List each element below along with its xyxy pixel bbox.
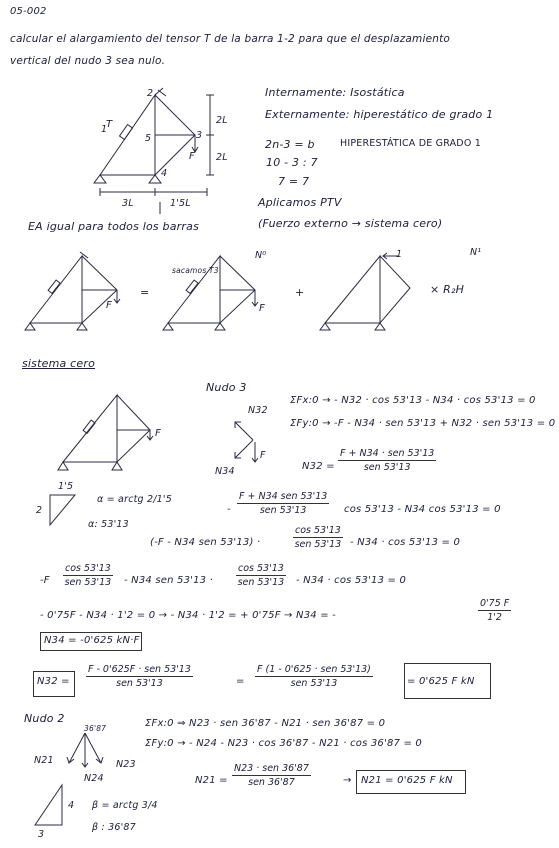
n32b-fraction xyxy=(86,664,193,689)
fbd3-n34: N34 xyxy=(215,466,235,477)
alpha-tri-2: 2 xyxy=(36,505,43,516)
sistema-cero-truss xyxy=(55,392,165,477)
equation-2n-3: 2n-3 = b xyxy=(265,138,315,151)
nudo-2-title: Nudo 2 xyxy=(24,712,65,725)
n32c-fraction xyxy=(255,664,373,689)
hyperstatic-note: HIPERESTÁTICA DE GRADO 1 xyxy=(340,138,481,149)
beta-triangle xyxy=(30,780,70,830)
sub2-left: (-F - N34 sen 53'13) · xyxy=(150,537,261,548)
sub3-fraction-1 xyxy=(63,563,113,588)
sub2-numerator: cos 53'13 xyxy=(295,525,341,536)
label-n1: N¹ xyxy=(470,247,482,258)
dim-2l-top: 2L xyxy=(216,115,228,126)
ea-note: EA igual para todos los barras xyxy=(28,220,199,233)
nudo3-sum-fx: ΣFx:0 → - N32 · cos 53'13 - N34 · cos 53'13 = 0 xyxy=(290,395,536,406)
nudo3-sum-fy: ΣFy:0 → -F - N34 · sen 53'13 + N32 · sen 53'13 = 0 xyxy=(290,418,556,429)
equation-10-3: 10 - 3 : 7 xyxy=(266,156,318,169)
n32-numerator: F + N34 · sen 53'13 xyxy=(340,448,435,459)
alpha-triangle xyxy=(45,490,85,530)
node-label-1: 1 xyxy=(101,124,108,135)
dim-2l-bottom: 2L xyxy=(216,152,228,163)
n32b-denominator: sen 53'13 xyxy=(116,678,163,689)
sub1-fraction xyxy=(237,491,329,516)
beta-tri-3: 3 xyxy=(38,829,45,840)
equals-sign: = xyxy=(140,286,150,299)
tensor-label: T xyxy=(106,119,113,130)
alpha-value: α: 53'13 xyxy=(88,519,129,530)
exercise-code: 05-002 xyxy=(10,6,47,17)
alpha-definition: α = arctg 2/1'5 xyxy=(97,494,172,505)
sub3-denominator-1: sen 53'13 xyxy=(64,577,112,588)
n32-final-lhs: N32 = xyxy=(37,676,70,687)
fbd2-n21: N21 xyxy=(34,755,54,766)
n21-denominator: sen 36'87 xyxy=(248,777,295,788)
sistema-cero-force: F xyxy=(155,428,161,439)
fbd3-f: F xyxy=(260,450,266,461)
n32-denominator: sen 53'13 xyxy=(363,462,411,473)
beta-definition: β = arctg 3/4 xyxy=(92,800,158,811)
sub3-rest: - N34 · cos 53'13 = 0 xyxy=(296,575,407,586)
result-n34: N34 = -0'625 kN·F xyxy=(44,635,140,646)
sub3-left: -F xyxy=(40,575,50,586)
alpha-tri-1-5: 1'5 xyxy=(58,481,74,492)
nudo2-free-body-diagram xyxy=(55,725,115,780)
n21-lhs: N21 = xyxy=(195,775,228,786)
superposition-force-1: F xyxy=(106,300,112,311)
dim-3l: 3L xyxy=(122,198,134,209)
dim-1-5l: 1'5L xyxy=(170,198,191,209)
node-label-2: 2 xyxy=(147,88,154,99)
sub4-numerator: 0'75 F xyxy=(480,598,510,609)
method-note: (Fuerzo externo → sistema cero) xyxy=(258,217,443,230)
main-truss-diagram xyxy=(80,80,250,220)
sub4-fraction xyxy=(478,598,511,623)
fbd2-n24: N24 xyxy=(84,773,104,784)
sub2-denominator: sen 53'13 xyxy=(294,539,342,550)
superposition-force-2: F xyxy=(259,303,265,314)
fbd3-n32: N32 xyxy=(248,405,268,416)
sub3-denominator-2: sen 53'13 xyxy=(237,577,285,588)
n32-lhs: N32 = xyxy=(302,461,335,472)
nudo3-free-body-diagram xyxy=(225,412,275,472)
superposition-truss-n0 xyxy=(160,248,270,338)
sub4-denominator: 1'2 xyxy=(487,612,502,623)
beta-tri-4: 4 xyxy=(68,800,75,811)
sub1-rest: cos 53'13 - N34 cos 53'13 = 0 xyxy=(344,504,501,515)
sub4-equation: - 0'75F - N34 · 1'2 = 0 → - N34 · 1'2 = + 0'75F → N34 = - xyxy=(40,610,336,621)
plus-sign: + xyxy=(295,286,305,299)
statement-line-1: calcular el alargamiento del tensor T de la barra 1-2 para que el desplazamiento xyxy=(10,33,451,45)
n21-fraction xyxy=(232,763,311,788)
sub3-numerator-2: cos 53'13 xyxy=(238,563,284,574)
beta-value: β : 36'87 xyxy=(92,822,136,833)
n32b-numerator: F - 0'625F · sen 53'13 xyxy=(88,664,191,675)
equation-7-7: 7 = 7 xyxy=(278,175,310,188)
label-n0: N⁰ xyxy=(255,250,267,261)
statement-line-2: vertical del nudo 3 sea nulo. xyxy=(10,55,166,67)
superposition-truss-full xyxy=(22,248,132,338)
n32c-denominator: sen 53'13 xyxy=(290,678,338,689)
result-n21: N21 = 0'625 F kN xyxy=(361,775,453,786)
n21-arrow: → xyxy=(343,775,352,786)
force-label: F xyxy=(189,151,195,162)
n32c-numerator: F (1 - 0'625 · sen 53'13) xyxy=(257,664,371,675)
bar-label-5: 5 xyxy=(145,133,152,144)
node-label-4: 4 xyxy=(161,168,168,179)
node-label-3: 3 xyxy=(196,130,203,141)
nudo-3-title: Nudo 3 xyxy=(206,381,247,394)
sub3-middle: - N34 sen 53'13 · xyxy=(124,575,214,586)
nudo2-sum-fx: ΣFx:0 ⇒ N23 · sen 36'87 - N21 · sen 36'87 = 0 xyxy=(145,718,386,729)
external-classification: Externamente: hiperestático de grado 1 xyxy=(265,108,494,121)
n32-equals: = xyxy=(236,676,245,687)
minus-sign-1: - xyxy=(227,504,231,515)
superposition-truss-n1 xyxy=(315,248,425,338)
result-n32: = 0'625 F kN xyxy=(407,676,475,687)
fbd2-n23: N23 xyxy=(116,759,136,770)
times-reaction: × R₂H xyxy=(430,283,465,296)
n21-numerator: N23 · sen 36'87 xyxy=(234,763,309,774)
sub2-fraction xyxy=(293,525,343,550)
fbd2-angle: 36'87 xyxy=(84,724,107,733)
method-title: Aplicamos PTV xyxy=(258,196,342,209)
nudo2-sum-fy: ΣFy:0 → - N24 - N23 · cos 36'87 - N21 · cos 36'87 = 0 xyxy=(145,738,422,749)
sacamos-note: sacamos T3 xyxy=(172,266,219,275)
sub3-numerator-1: cos 53'13 xyxy=(65,563,111,574)
sub1-numerator: F + N34 sen 53'13 xyxy=(239,491,328,502)
internal-classification: Internamente: Isostática xyxy=(265,86,405,99)
load-unit: 1 xyxy=(396,249,403,260)
sub3-fraction-2 xyxy=(236,563,286,588)
sub1-denominator: sen 53'13 xyxy=(259,505,307,516)
n32-fraction xyxy=(338,448,436,473)
sub2-rest: - N34 · cos 53'13 = 0 xyxy=(350,537,461,548)
section-sistema-cero: sistema cero xyxy=(22,357,96,370)
